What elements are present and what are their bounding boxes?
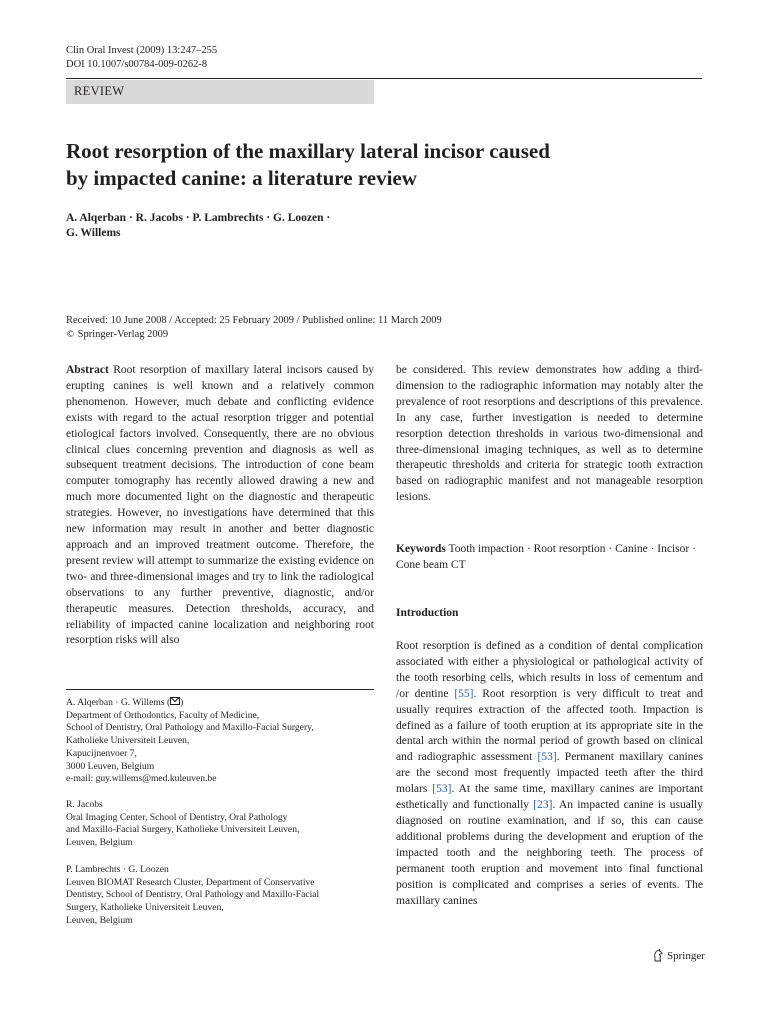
publisher-name: Springer	[667, 949, 705, 962]
keyword-item: · Root resorption	[524, 543, 605, 555]
affiliation-line: Leuven BIOMAT Research Cluster, Department of Conservative	[66, 876, 315, 888]
affiliation-block-3	[66, 864, 374, 928]
keyword-item: · Canine	[606, 543, 648, 555]
intro-text: . Permanent maxillary canines are the second most frequently impacted teeth after the third molars	[396, 751, 704, 796]
affiliation-paren: )	[180, 697, 184, 708]
copyright-text: Springer-Verlag 2009	[77, 328, 169, 340]
keywords-heading: Keywords	[396, 543, 446, 555]
keyword-item: Tooth impaction	[448, 543, 525, 555]
keyword-item: · Incisor	[648, 543, 690, 555]
doi-line: DOI 10.1007/s00784-009-0262-8	[66, 59, 208, 70]
introduction-heading: Introduction	[396, 607, 459, 619]
intro-text: . At the same time, maxillary canines are important esthetically and functionally	[396, 783, 704, 812]
email-link[interactable]: e-mail: guy.willems@med.kuleuven.be	[66, 773, 217, 785]
affiliation-line: Leuven, Belgium	[66, 837, 133, 849]
publication-dates	[66, 314, 686, 342]
footnote-rule	[66, 689, 374, 690]
affiliation-line: Leuven, Belgium	[66, 914, 133, 926]
reference-link[interactable]: [53]	[432, 783, 452, 796]
copyright-symbol: ©	[66, 329, 75, 340]
affiliation-authors: P. Lambrechts · G. Loozen	[66, 864, 169, 875]
affiliation-line: Kapucijnenvoer 7,	[66, 747, 137, 759]
affiliation-line: Dentistry, School of Dentistry, Oral Pathology and Maxillo-Facial	[66, 889, 320, 901]
introduction-body	[396, 639, 703, 909]
envelope-icon[interactable]	[170, 697, 180, 705]
springer-horse-icon	[652, 949, 664, 962]
intro-text: . Root resorption is very difficult to treat and usually requires extraction of the affected tooth. Impaction is defined as a failure of tooth eruption at its appropriate site in the dental arch within the normal period of growth based on clinical and radiographic assessment	[396, 687, 703, 764]
keywords-block	[396, 542, 703, 574]
title-line-2: by impacted canine: a literature review	[66, 166, 417, 190]
affiliation-line: Department of Orthodontics, Faculty of Medicine,	[66, 709, 260, 721]
affiliation-line: 3000 Leuven, Belgium	[66, 760, 155, 772]
reference-link[interactable]: [23]	[533, 799, 553, 812]
intro-text: . An impacted canine is usually diagnosed on routine examination, and if so, this can cause additional problems during the development and eruption of the impacted tooth and the neighboring teeth. The process of permanent tooth eruption and movement into final functional position is complicated and comprises a series of events. The maxillary canines	[396, 799, 704, 907]
journal-citation	[66, 44, 217, 72]
affiliation-line: Surgery, Katholieke Universiteit Leuven,	[66, 902, 224, 914]
abstract-heading: Abstract	[66, 364, 109, 376]
abstract-text-col1: Root resorption of maxillary lateral incisors caused by erupting canines is well known and a relatively common phenomenon. However, much debate and conflicting evidence exists with regard to the actual resorption trigger and potential etiological factors involved. Consequently, there are no obvious clinical clues concerning prevention and diagnosis as well as subsequent treatment decisions. The introduction of cone beam computer tomography has recently allowed drawing a new and much more documented light on the diagnostic and therapeutic strategies. However, no investigations have determined that this new information may result in another and better diagnostic approach and an improved treatment outcome. Therefore, the present review will attempt to summarize the existing evidence on two- and three-dimensional images and try to link the radiological observations to any further preventive, diagnostic, and/or therapeutic measures. Detection thresholds, accuracy, and reliability of impacted canine localization and neighboring root resorption risks will also	[66, 364, 375, 647]
section-banner	[66, 80, 374, 104]
authors-line-1: A. Alqerban · R. Jacobs · P. Lambrechts · G. Loozen ·	[66, 212, 331, 224]
author-list	[66, 211, 386, 241]
affiliation-author-line	[66, 697, 374, 710]
section-label: REVIEW	[74, 84, 125, 98]
article-title	[66, 138, 686, 192]
affiliation-line: Katholieke Universiteit Leuven,	[66, 735, 190, 747]
header-rule	[66, 78, 702, 79]
journal-line: Clin Oral Invest (2009) 13:247–255	[66, 45, 218, 56]
reference-link[interactable]: [53]	[537, 751, 557, 764]
affiliation-line: School of Dentistry, Oral Pathology and Maxillo-Facial Surgery,	[66, 722, 314, 734]
affiliation-line: Oral Imaging Center, School of Dentistry, Oral Pathology	[66, 811, 288, 823]
affiliation-block-2	[66, 799, 374, 850]
affiliation-block-1	[66, 697, 374, 786]
reference-link[interactable]: [55]	[454, 687, 474, 700]
affiliation-authors: A. Alqerban · G. Willems (	[66, 697, 171, 708]
dates-line: Received: 10 June 2008 / Accepted: 25 February 2009 / Published online: 11 March 2009	[66, 315, 442, 326]
publisher-logo	[652, 949, 705, 962]
intro-text: Root resorption is defined as a condition of dental complication associated with either a physiological or pathological activity of the tooth resorbing cells, which results in loss of cementum and /or dentine	[396, 640, 703, 700]
affiliation-authors: R. Jacobs	[66, 799, 103, 810]
title-line-1: Root resorption of the maxillary lateral incisor caused	[66, 139, 550, 163]
abstract-body	[66, 363, 374, 649]
affiliation-line: and Maxillo-Facial Surgery, Katholieke Universiteit Leuven,	[66, 824, 300, 836]
authors-line-2: G. Willems	[66, 227, 121, 239]
copyright-line	[66, 328, 686, 343]
abstract-continued: be considered. This review demonstrates how adding a third-dimension to the radiographic information may notably alter the prevalence of root resorptions and descriptions of this prevalence. In any case, further investigation is needed to determine resorption detection thresholds in various two-dimensional and three-dimensional imaging techniques, as well as to determine therapeutic thresholds and criteria for strategic tooth extraction based on radiographic manifest and not manageable resorption lesions.	[396, 364, 703, 504]
keyword-item: · Cone beam CT	[396, 543, 696, 571]
